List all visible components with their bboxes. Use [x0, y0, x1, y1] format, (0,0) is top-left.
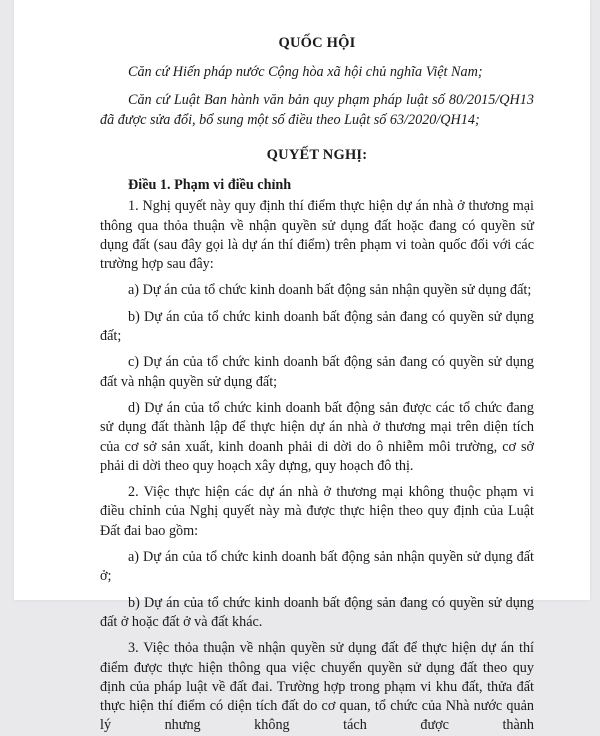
- clause-2-item-b: b) Dự án của tổ chức kinh doanh bất động sản đang có quyền sử dụng đất ở hoặc đất ở và đất khác.: [100, 594, 534, 630]
- clause-3: 3. Việc thỏa thuận về nhận quyền sử dụng đất để thực hiện dự án thí điểm được thực hiện thông qua việc chuyển quyền sử dụng đất theo quy định của pháp luật về đất đai. Trường hợp trong phạm vi khu đất, thửa đất thực hiện thí điểm có diện tích đất do cơ quan, tổ chức của Nhà nước quản lý nhưng không tách được thành: [100, 640, 534, 734]
- preamble-law: Căn cứ Luật Ban hành văn bản quy phạm pháp luật số 80/2015/QH13 đã được sửa đổi, bổ sung một số điều theo Luật số 63/2020/QH14;: [100, 92, 534, 128]
- clause-2-item-a: a) Dự án của tổ chức kinh doanh bất động sản nhận quyền sử dụng đất ở;: [100, 549, 534, 585]
- issuer-heading: QUỐC HỘI: [278, 35, 356, 51]
- clause-1-item-c: c) Dự án của tổ chức kinh doanh bất động sản đang có quyền sử dụng đất và nhận quyền sử dụng đất;: [100, 354, 534, 390]
- preamble-constitution: Căn cứ Hiến pháp nước Cộng hòa xã hội chủ nghĩa Việt Nam;: [128, 64, 483, 80]
- clause-1-item-a: a) Dự án của tổ chức kinh doanh bất động sản nhận quyền sử dụng đất;: [128, 282, 532, 299]
- clause-1-item-d: d) Dự án của tổ chức kinh doanh bất động sản được các tổ chức đang sử dụng đất thành lập để thực hiện dự án nhà ở thương mại trên diện tích của cơ sở sản xuất, kinh doanh phải di dời do ô nhiễm môi trường, cơ sở phải di dời theo quy hoạch xây dựng, quy hoạch đô thị.: [100, 399, 534, 474]
- article-1: [100, 176, 534, 736]
- clause-1: 1. Nghị quyết này quy định thí điểm thực hiện dự án nhà ở thương mại thông qua thỏa thuận về nhận quyền sử dụng đất hoặc đang có quyền sử dụng đất (sau đây gọi là dự án thí điểm) trên phạm vi toàn quốc đối với các trường hợp sau đây:: [100, 198, 534, 273]
- article-1-title: Điều 1. Phạm vi điều chỉnh: [128, 177, 292, 193]
- resolution-title: QUYẾT NGHỊ:: [266, 147, 368, 163]
- document-page: [14, 0, 590, 734]
- preamble: [100, 63, 534, 130]
- clause-1-item-b: b) Dự án của tổ chức kinh doanh bất động sản đang có quyền sử dụng đất;: [100, 308, 534, 345]
- clause-2: 2. Việc thực hiện các dự án nhà ở thương mại không thuộc phạm vi điều chỉnh của Nghị quyết này mà được thực hiện theo quy định của Luật Đất đai bao gồm:: [100, 484, 534, 539]
